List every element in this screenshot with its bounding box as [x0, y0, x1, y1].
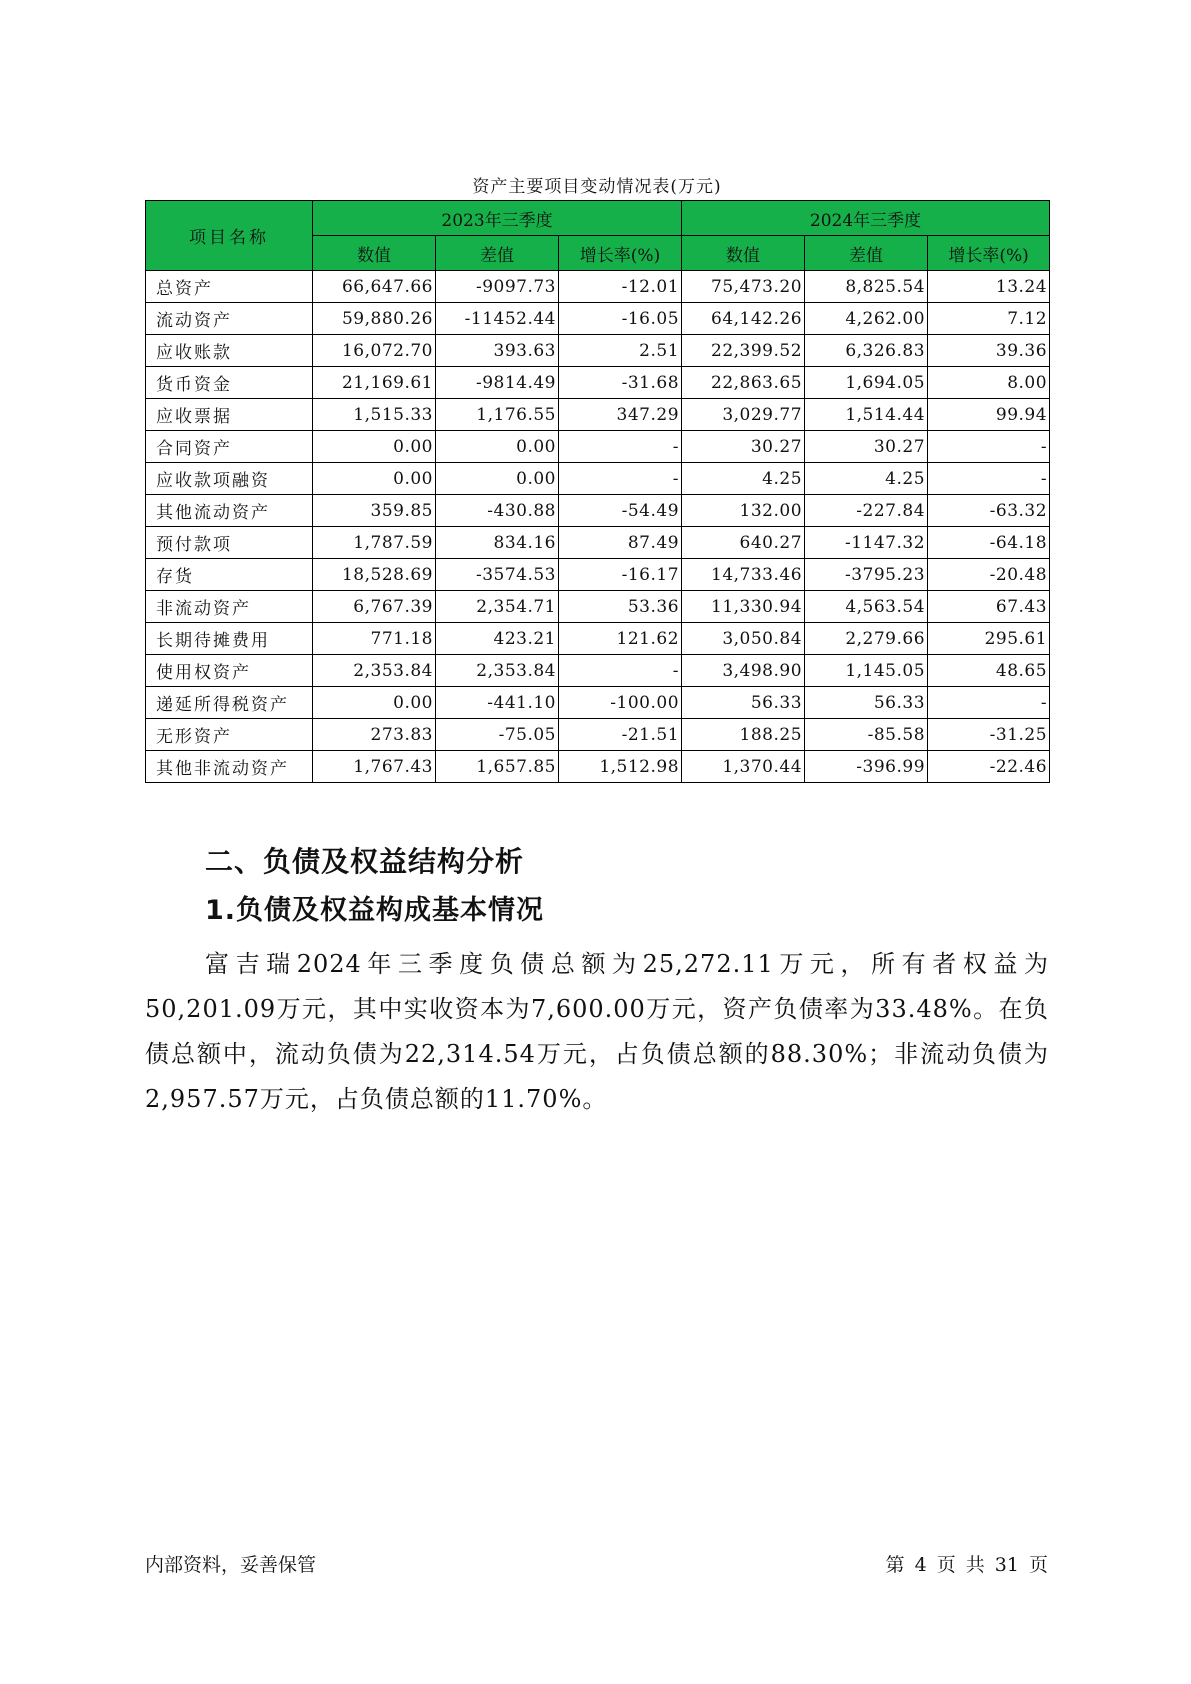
- table-row: [146, 463, 1050, 495]
- table-cell: 2,353.84: [313, 655, 436, 687]
- table-cell: 4,563.54: [805, 591, 928, 623]
- table-cell: 1,145.05: [805, 655, 928, 687]
- table-cell: -9097.73: [436, 271, 559, 303]
- table-cell: 0.00: [313, 463, 436, 495]
- table-cell: 188.25: [682, 719, 805, 751]
- table-cell: -12.01: [559, 271, 682, 303]
- table-cell: -9814.49: [436, 367, 559, 399]
- table-cell: 75,473.20: [682, 271, 805, 303]
- row-label: 合同资产: [146, 431, 313, 463]
- header-subcol: 数值: [682, 236, 805, 271]
- table-cell: 22,399.52: [682, 335, 805, 367]
- table-cell: 30.27: [682, 431, 805, 463]
- table-cell: 1,767.43: [313, 751, 436, 783]
- table-cell: 3,050.84: [682, 623, 805, 655]
- table-row: [146, 623, 1050, 655]
- table-cell: 3,029.77: [682, 399, 805, 431]
- table-cell: -31.25: [928, 719, 1050, 751]
- table-cell: 64,142.26: [682, 303, 805, 335]
- table-cell: -31.68: [559, 367, 682, 399]
- subsection-heading: 1.负债及权益构成基本情况: [205, 895, 545, 926]
- row-label: 应收账款: [146, 335, 313, 367]
- table-cell: -: [928, 687, 1050, 719]
- table-cell: -441.10: [436, 687, 559, 719]
- table-cell: 0.00: [313, 687, 436, 719]
- row-label: 预付款项: [146, 527, 313, 559]
- table-cell: -100.00: [559, 687, 682, 719]
- table-cell: 1,515.33: [313, 399, 436, 431]
- table-row: [146, 495, 1050, 527]
- table-cell: 423.21: [436, 623, 559, 655]
- table-cell: 0.00: [436, 431, 559, 463]
- table-cell: -430.88: [436, 495, 559, 527]
- table-cell: 295.61: [928, 623, 1050, 655]
- table-row: [146, 367, 1050, 399]
- table-row: [146, 559, 1050, 591]
- table-cell: 14,733.46: [682, 559, 805, 591]
- asset-change-table: [145, 200, 1050, 783]
- table-cell: 87.49: [559, 527, 682, 559]
- footer-confidential-note: 内部资料，妥善保管: [145, 1554, 317, 1576]
- table-cell: 6,767.39: [313, 591, 436, 623]
- table-cell: -21.51: [559, 719, 682, 751]
- row-label: 流动资产: [146, 303, 313, 335]
- table-row: [146, 687, 1050, 719]
- table-cell: 2,279.66: [805, 623, 928, 655]
- table-cell: 834.16: [436, 527, 559, 559]
- body-paragraph: 富吉瑞2024年三季度负债总额为25,272.11万元，所有者权益为50,201.09万元，其中实收资本为7,600.00万元，资产负债率为33.48%。在负债总额中，流动负债为22,314.54万元，占负债总额的88.30%；非流动负债为2,957.57万元，占负债总额的11.70%。: [145, 950, 1049, 1113]
- table-cell: 273.83: [313, 719, 436, 751]
- row-label: 货币资金: [146, 367, 313, 399]
- table-cell: 59,880.26: [313, 303, 436, 335]
- table-cell: 1,694.05: [805, 367, 928, 399]
- table-cell: 132.00: [682, 495, 805, 527]
- table-cell: 1,512.98: [559, 751, 682, 783]
- row-label: 应收票据: [146, 399, 313, 431]
- table-cell: -75.05: [436, 719, 559, 751]
- table-cell: -63.32: [928, 495, 1050, 527]
- table-cell: 66,647.66: [313, 271, 436, 303]
- row-label: 其他非流动资产: [146, 751, 313, 783]
- table-cell: 359.85: [313, 495, 436, 527]
- table-cell: 771.18: [313, 623, 436, 655]
- row-label: 使用权资产: [146, 655, 313, 687]
- row-label: 其他流动资产: [146, 495, 313, 527]
- table-cell: -54.49: [559, 495, 682, 527]
- table-cell: 13.24: [928, 271, 1050, 303]
- table-cell: 2,354.71: [436, 591, 559, 623]
- table-cell: 16,072.70: [313, 335, 436, 367]
- table-cell: -16.05: [559, 303, 682, 335]
- table-cell: 8.00: [928, 367, 1050, 399]
- table-cell: 1,176.55: [436, 399, 559, 431]
- header-subcol: 增长率(%): [559, 236, 682, 271]
- table-cell: -: [928, 463, 1050, 495]
- table-cell: 393.63: [436, 335, 559, 367]
- footer-page-number: 第 4 页 共 31 页: [885, 1554, 1048, 1576]
- table-cell: 6,326.83: [805, 335, 928, 367]
- table-row: [146, 719, 1050, 751]
- table-cell: -227.84: [805, 495, 928, 527]
- table-row: [146, 655, 1050, 687]
- row-label: 无形资产: [146, 719, 313, 751]
- table-cell: -: [559, 463, 682, 495]
- table-cell: 4,262.00: [805, 303, 928, 335]
- table-row: [146, 527, 1050, 559]
- table-row: [146, 751, 1050, 783]
- table-row: [146, 591, 1050, 623]
- row-label: 长期待摊费用: [146, 623, 313, 655]
- table-cell: -20.48: [928, 559, 1050, 591]
- table-cell: -: [928, 431, 1050, 463]
- table-cell: 4.25: [682, 463, 805, 495]
- table-cell: 0.00: [313, 431, 436, 463]
- table-cell: -16.17: [559, 559, 682, 591]
- table-cell: 1,657.85: [436, 751, 559, 783]
- table-cell: 30.27: [805, 431, 928, 463]
- header-subcol: 增长率(%): [928, 236, 1050, 271]
- table-cell: 1,514.44: [805, 399, 928, 431]
- table-row: [146, 431, 1050, 463]
- table-cell: 1,787.59: [313, 527, 436, 559]
- row-label: 非流动资产: [146, 591, 313, 623]
- table-cell: -: [559, 655, 682, 687]
- table-cell: 21,169.61: [313, 367, 436, 399]
- table-cell: 67.43: [928, 591, 1050, 623]
- header-subcol: 数值: [313, 236, 436, 271]
- table-cell: 121.62: [559, 623, 682, 655]
- table-cell: -396.99: [805, 751, 928, 783]
- table-caption: 资产主要项目变动情况表(万元): [472, 177, 722, 197]
- row-label: 递延所得税资产: [146, 687, 313, 719]
- table-cell: 2.51: [559, 335, 682, 367]
- table-cell: -1147.32: [805, 527, 928, 559]
- table-cell: 347.29: [559, 399, 682, 431]
- table-cell: 18,528.69: [313, 559, 436, 591]
- row-label: 应收款项融资: [146, 463, 313, 495]
- table-cell: -: [559, 431, 682, 463]
- table-cell: 56.33: [805, 687, 928, 719]
- table-cell: 22,863.65: [682, 367, 805, 399]
- table-row: [146, 335, 1050, 367]
- table-cell: 53.36: [559, 591, 682, 623]
- table-cell: -85.58: [805, 719, 928, 751]
- table-cell: -11452.44: [436, 303, 559, 335]
- table-cell: 4.25: [805, 463, 928, 495]
- table-cell: 48.65: [928, 655, 1050, 687]
- table-body: [146, 271, 1050, 783]
- table-cell: 39.36: [928, 335, 1050, 367]
- table-cell: 56.33: [682, 687, 805, 719]
- table-cell: -3795.23: [805, 559, 928, 591]
- table-cell: 99.94: [928, 399, 1050, 431]
- table-cell: -64.18: [928, 527, 1050, 559]
- table-cell: 8,825.54: [805, 271, 928, 303]
- table-row: [146, 399, 1050, 431]
- table-cell: 7.12: [928, 303, 1050, 335]
- header-subcol: 差值: [805, 236, 928, 271]
- table-cell: 3,498.90: [682, 655, 805, 687]
- table-cell: 640.27: [682, 527, 805, 559]
- table-cell: 11,330.94: [682, 591, 805, 623]
- table-row: [146, 303, 1050, 335]
- table-cell: 1,370.44: [682, 751, 805, 783]
- header-subcol: 差值: [436, 236, 559, 271]
- row-label: 存货: [146, 559, 313, 591]
- header-item-name: 项目名称: [146, 201, 313, 271]
- table-cell: -22.46: [928, 751, 1050, 783]
- section-heading: 二、负债及权益结构分析: [205, 845, 525, 878]
- row-label: 总资产: [146, 271, 313, 303]
- table-cell: -3574.53: [436, 559, 559, 591]
- table-cell: 0.00: [436, 463, 559, 495]
- table-row: [146, 271, 1050, 303]
- table-cell: 2,353.84: [436, 655, 559, 687]
- header-period-2024: 2024年三季度: [682, 201, 1050, 236]
- header-period-2023: 2023年三季度: [313, 201, 682, 236]
